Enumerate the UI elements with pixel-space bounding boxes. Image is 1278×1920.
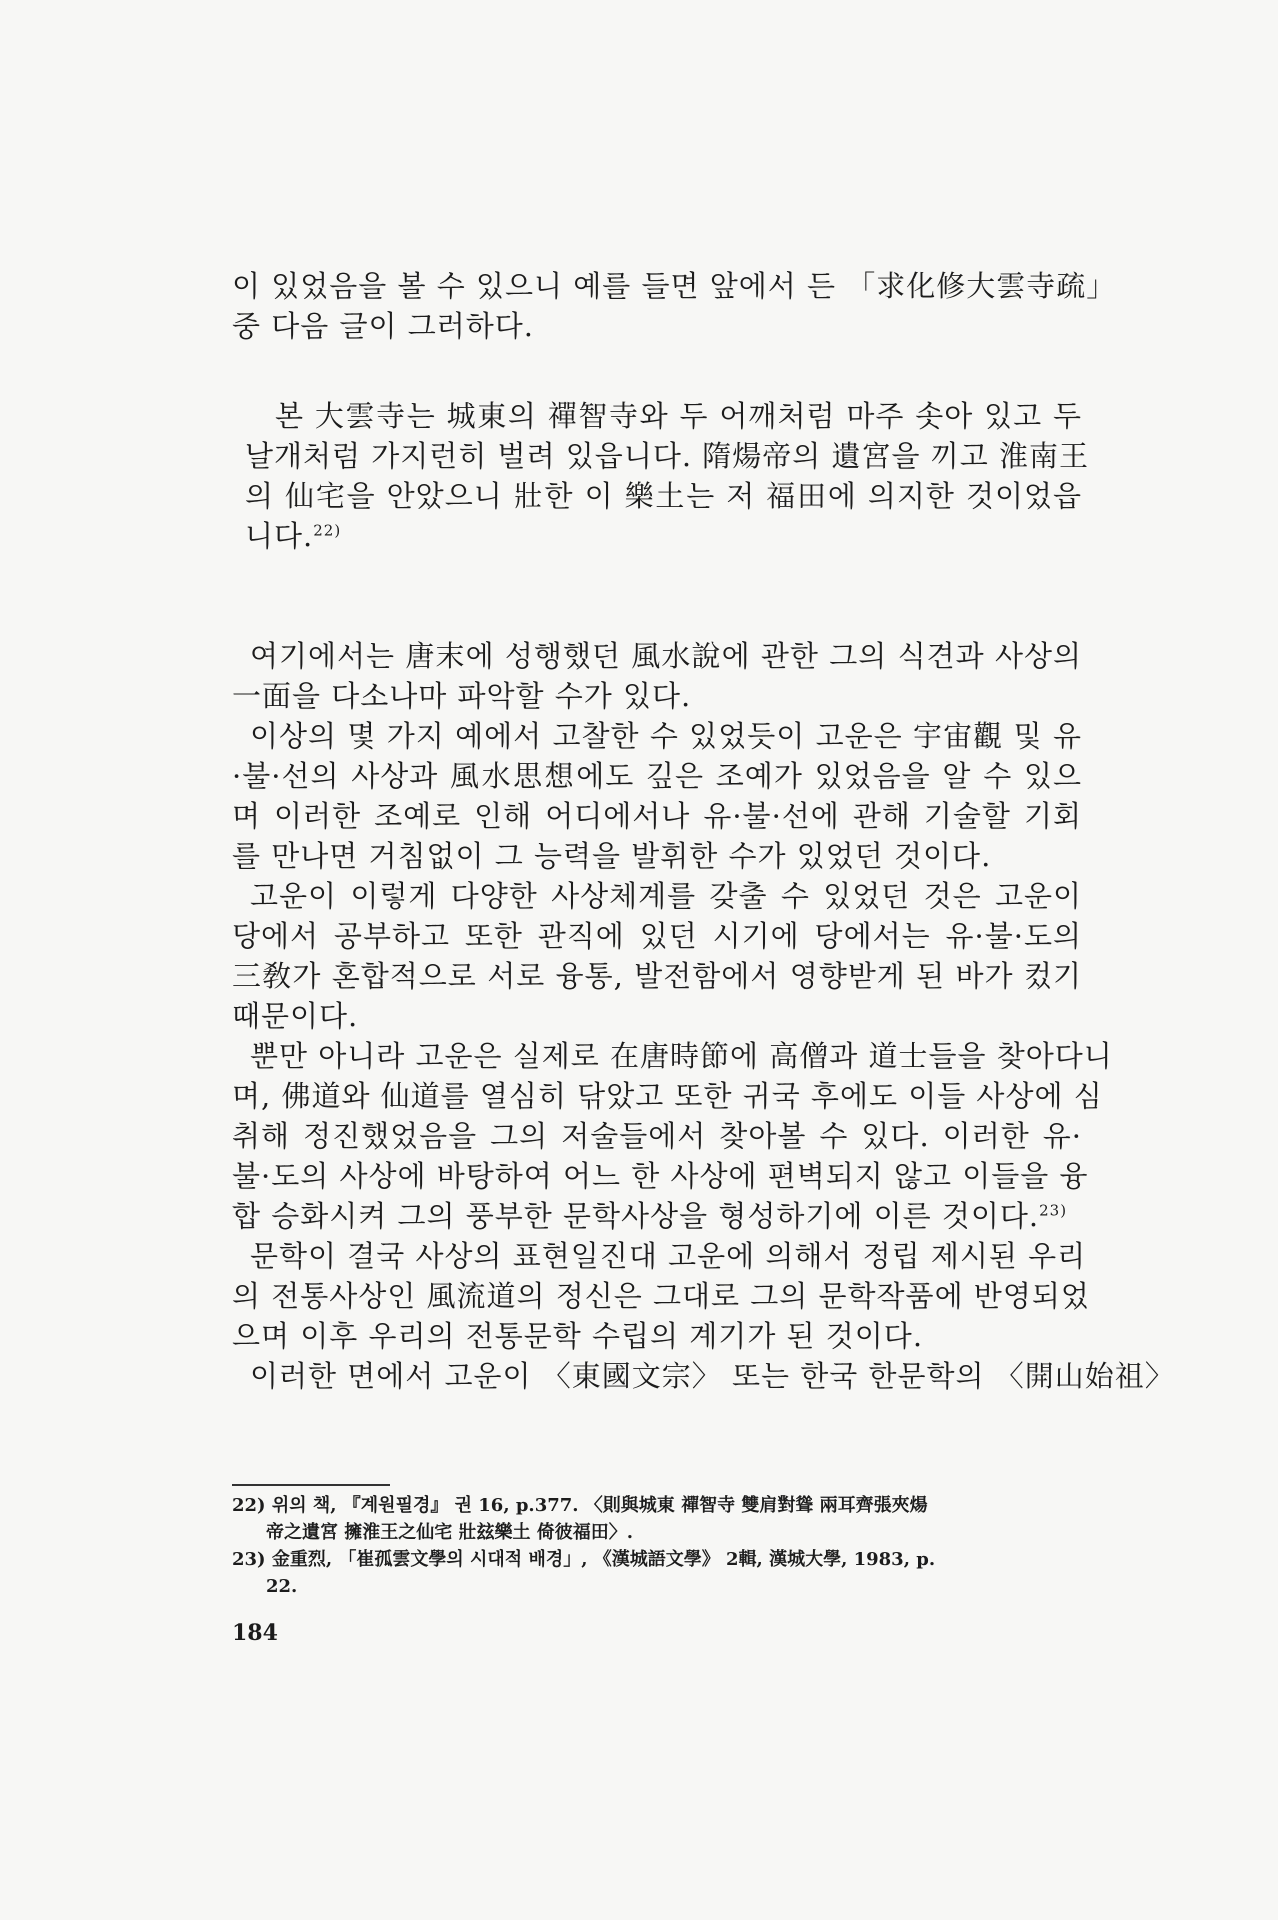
text-line: 이러한 면에서 고운이 〈東國文宗〉 또는 한국 한문학의 〈開山始祖〉	[250, 1359, 1175, 1393]
text-line: 며, 佛道와 仙道를 열심히 닦았고 또한 귀국 후에도 이들 사상에 심	[232, 1079, 1103, 1113]
footnote-line: 23) 金重烈, 「崔孤雲文學의 시대적 배경」, 《漢城語文學》 2輯, 漢城大學, 1983, p.	[232, 1549, 936, 1570]
footnote-marker: 23)	[1039, 1201, 1068, 1220]
footnote-divider	[232, 1484, 390, 1486]
text-line: 며 이러한 조예로 인해 어디에서나 유·불·선에 관해 기술할 기회	[232, 799, 1082, 833]
text-line: 이 있었음을 볼 수 있으니 예를 들면 앞에서 든 「求化修大雲寺疏」	[232, 269, 1117, 303]
text-line	[245, 516, 1082, 556]
text-line: 취해 정진했었음을 그의 저술들에서 찾아볼 수 있다. 이러한 유·	[232, 1119, 1082, 1153]
text-line: 三敎가 혼합적으로 서로 융통, 발전함에서 영향받게 된 바가 컸기	[232, 959, 1082, 993]
paragraph-intro	[232, 266, 1117, 346]
text-line: 의 仙宅을 안았으니 壯한 이 樂土는 저 福田에 의지한 것이었읍	[245, 479, 1082, 513]
footnotes	[232, 1492, 1082, 1600]
text-line: 날개처럼 가지런히 벌려 있읍니다. 隋煬帝의 遺宮을 끼고 淮南王	[245, 439, 1089, 473]
text-line: 으며 이후 우리의 전통문학 수립의 계기가 된 것이다.	[232, 1319, 924, 1353]
paragraph	[232, 636, 1082, 716]
footnote-line: 帝之遺宮 擁淮王之仙宅 壯玆樂土 倚彼福田〉.	[266, 1522, 634, 1543]
paragraph	[232, 1356, 1175, 1396]
footnote-marker: 22)	[313, 521, 342, 540]
text-line: 고운이 이렇게 다양한 사상체계를 갖출 수 있었던 것은 고운이	[250, 879, 1082, 913]
text-line: 를 만나면 거침없이 그 능력을 발휘한 수가 있었던 것이다.	[232, 839, 992, 873]
text-line: 불·도의 사상에 바탕하여 어느 한 사상에 편벽되지 않고 이들을 융	[232, 1159, 1089, 1193]
paragraph	[232, 876, 1082, 1036]
block-quote	[245, 396, 1089, 556]
text-line: 여기에서는 唐末에 성행했던 風水說에 관한 그의 식견과 사상의	[250, 639, 1082, 673]
text-line: 뿐만 아니라 고운은 실제로 在唐時節에 高僧과 道士들을 찾아다니	[250, 1039, 1113, 1073]
text-line: 이상의 몇 가지 예에서 고찰한 수 있었듯이 고운은 宇宙觀 및 유	[250, 719, 1082, 753]
text-line: 의 전통사상인 風流道의 정신은 그대로 그의 문학작품에 반영되었	[232, 1279, 1090, 1313]
text-fragment: 합 승화시켜 그의 풍부한 문학사상을 형성하기에 이른 것이다.	[232, 1199, 1040, 1233]
text-line: ·불·선의 사상과 風水思想에도 깊은 조예가 있었음을 알 수 있으	[232, 759, 1082, 793]
text-line: 문학이 결국 사상의 표현일진대 고운에 의해서 정립 제시된 우리	[250, 1239, 1087, 1273]
paragraph	[232, 1236, 1090, 1356]
page-number: 184	[232, 1620, 278, 1646]
text-line: 본 大雲寺는 城東의 禪智寺와 두 어깨처럼 마주 솟아 있고 두	[275, 399, 1082, 433]
text-line: 중 다음 글이 그러하다.	[232, 309, 534, 343]
text-line: 一面을 다소나마 파악할 수가 있다.	[232, 679, 692, 713]
footnote-line: 22) 위의 책, 『계원필경』 권 16, p.377. 〈則與城東 禪智寺 雙肩對聳 兩耳齊張夾煬	[232, 1495, 928, 1516]
text-line: 때문이다.	[232, 999, 359, 1033]
paragraph	[232, 716, 1082, 876]
paragraph	[232, 1036, 1113, 1236]
footnote-line: 22.	[266, 1576, 298, 1597]
text-line: 당에서 공부하고 또한 관직에 있던 시기에 당에서는 유·불·도의	[232, 919, 1082, 953]
text-line	[232, 1196, 1082, 1236]
text-fragment: 니다.	[245, 519, 314, 553]
